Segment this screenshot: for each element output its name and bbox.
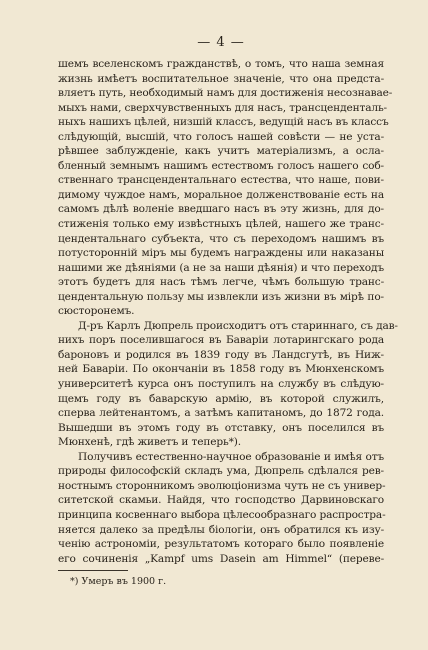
text-line: няется далеко за предѣлы біологіи, онъ обратился къ изу- [58,523,384,536]
text-line: Д-ръ Карлъ Дюпрель происходитъ отъ стариннаго, съ дав- [78,319,398,332]
text-line: мыхъ нами, сверхчувственныхъ для насъ, трансценденталь- [58,101,387,114]
document-page [58,0,398,650]
text-line: ственнаго трансцендентальнаго естества, что наше, пови- [58,174,384,187]
text-line: нашими же дѣяніями (а не за наши дѣянія) и что переходъ [58,261,384,274]
text-line: этотъ будетъ для насъ тѣмъ легче, чѣмъ большую транс- [58,276,384,289]
text-line: рѣвшее заблужденіе, какъ учитъ матеріализмъ, а осла- [58,145,384,158]
footnote: *) Умеръ въ 1900 г. [70,576,167,587]
text-line: ныхъ нашихъ цѣлей, низшій классъ, ведущій насъ въ классъ [58,116,389,129]
text-line: бленный земнымъ нашимъ естествомъ голосъ нашего соб- [58,159,384,172]
page-number: — 4 — [197,35,245,50]
text-line: Получивъ естественно-научное образованіе и имѣя отъ [78,450,384,463]
text-line: нихъ поръ поселившагося въ Баваріи лотарингскаго рода [58,334,384,347]
text-line: природы философскій складъ ума, Дюпрель сдѣлался рев- [58,465,384,478]
text-line: слѣдующій, высшій, что голосъ нашей совѣсти — не уста- [58,130,384,143]
text-line: стиженія только ему извѣстныхъ цѣлей, нашего же транс- [58,218,384,231]
footnote-divider [58,570,128,571]
text-line: вляетъ путь, необходимый намъ для достиженія несознавае- [58,87,393,100]
text-line: университетѣ курса онъ поступилъ на службу въ слѣдую- [58,378,384,391]
text-line: принципа косвеннаго выбора цѣлесообразнаго распростра- [58,508,386,521]
text-line: шемъ вселенскомъ гражданствѣ, о томъ, что наша земная [58,58,384,70]
text-line: Мюнхенѣ, гдѣ живетъ и теперь*). [58,436,241,449]
body-text [58,57,398,566]
text-line: сюсторонемъ. [58,305,135,318]
text-line: Вышедши въ этомъ году въ отставку, онъ поселился въ [58,421,384,434]
text-line: ностнымъ сторонникомъ эволюціонизма чуть не съ универ- [58,479,386,492]
text-line: потусторонній міръ мы будемъ награждены или наказаны [58,247,384,260]
text-line: ней Баваріи. По окончаніи въ 1858 году въ Мюнхенскомъ [58,363,384,376]
text-line: его сочиненія „Kampf ums Dasein am Himmel“ (переве- [58,552,384,565]
text-line: димому чуждое намъ, моральное долженствованіе есть на [58,188,384,201]
text-line: щемъ году въ баварскую армію, въ которой служилъ, [58,392,384,405]
text-line: сперва лейтенантомъ, а затѣмъ капитаномъ, до 1872 года. [58,407,384,420]
text-line: ситетской скамьи. Найдя, что господство Дарвиновскаго [58,494,384,507]
text-line: цендентальную пользу мы извлекли изъ жизни въ мірѣ по- [58,290,384,303]
text-line: бароновъ и родился въ 1839 году въ Ландсгутѣ, въ Ниж- [58,348,384,361]
text-line: самомъ дѣлѣ воленіе введшаго насъ въ эту жизнь, для до- [58,203,384,216]
text-line: цендентальнаго субъекта, что съ переходомъ нашимъ въ [58,232,384,245]
text-line: ченію астрономіи, результатомъ котораго было появленіе [58,538,384,551]
text-line: жизнь имѣетъ воспитательное значеніе, что она предста- [58,72,384,85]
